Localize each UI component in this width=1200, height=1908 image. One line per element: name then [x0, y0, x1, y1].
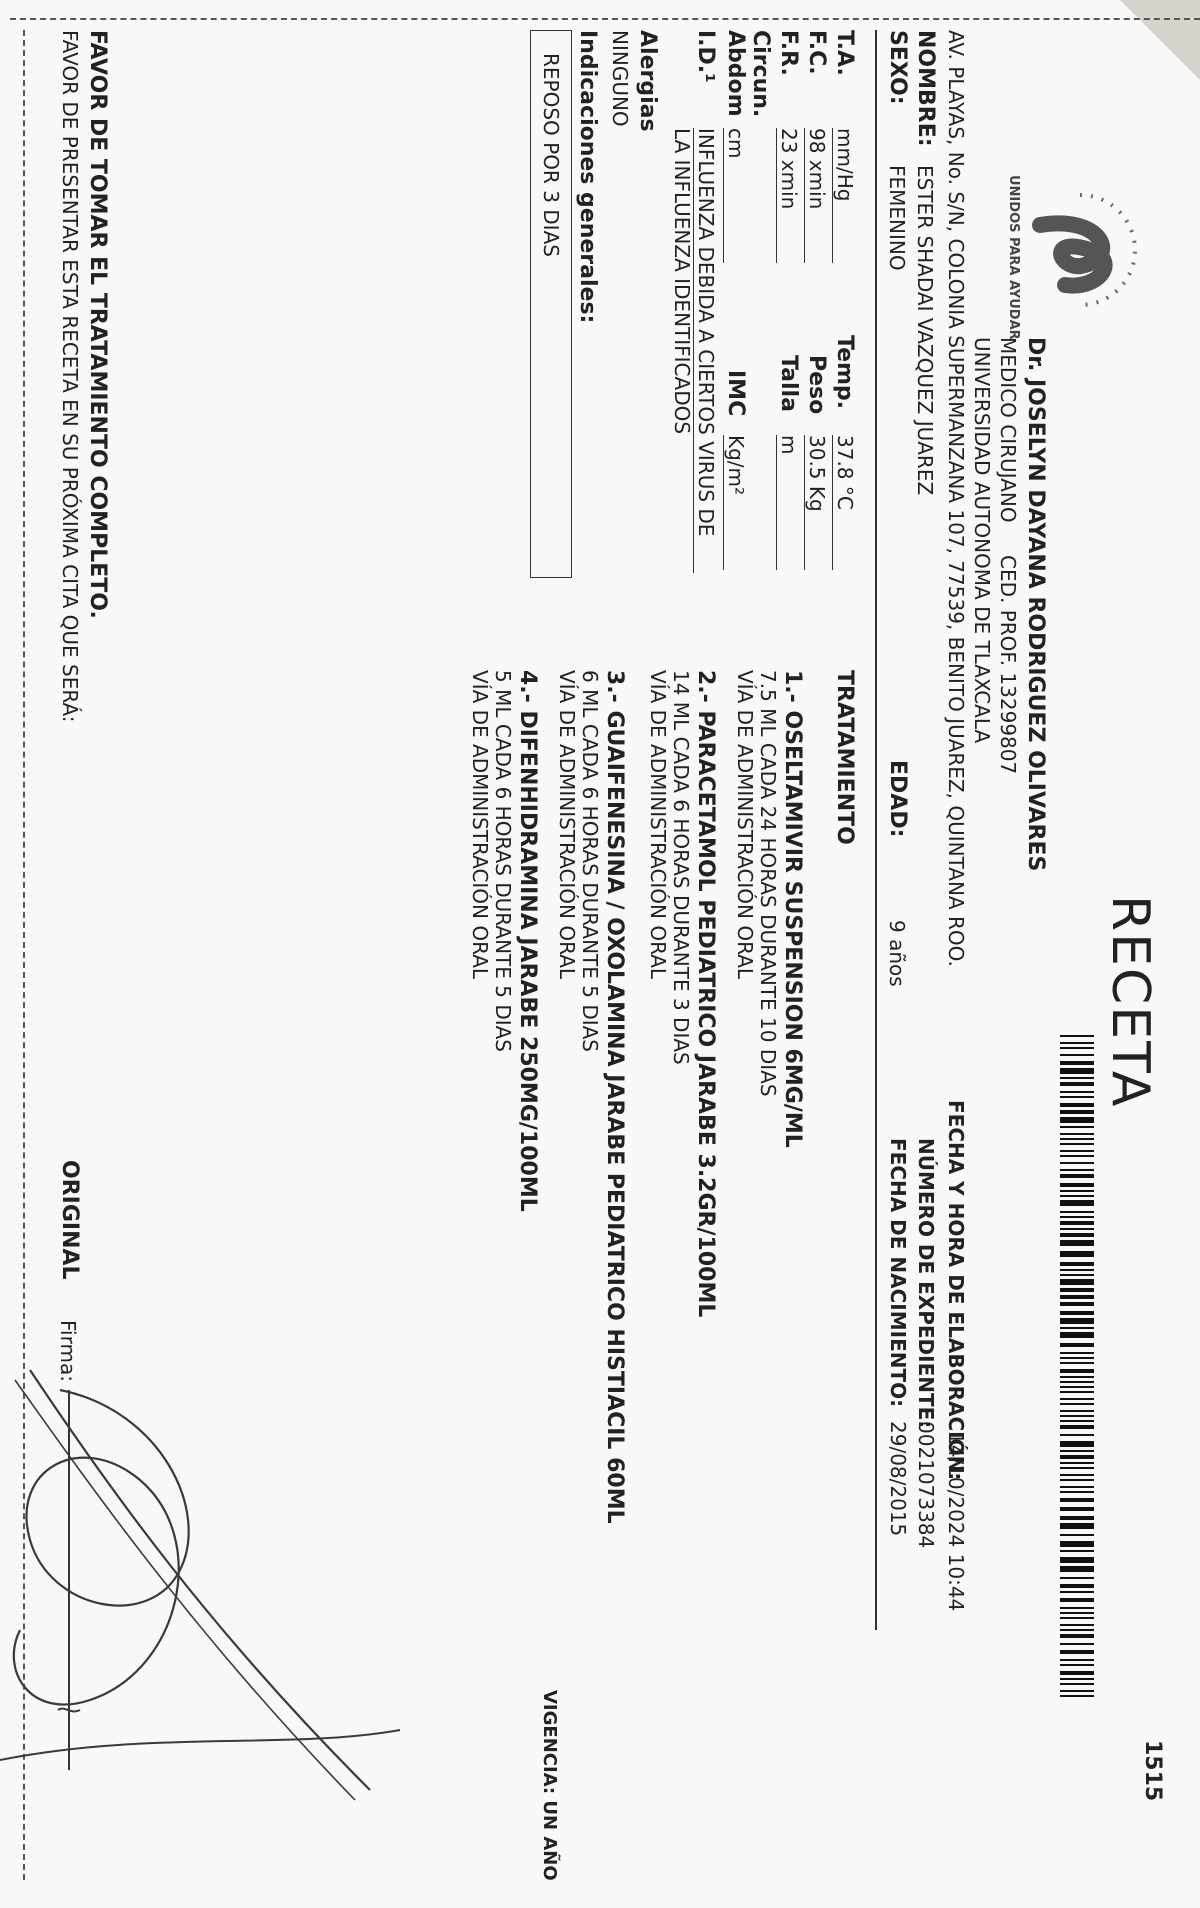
barcode-bar [1060, 1054, 1094, 1056]
barcode-bar [1060, 1434, 1094, 1436]
barcode-bar [1060, 1143, 1094, 1145]
treatment-route: VÍA DE ADMINISTRACIÓN ORAL [555, 670, 579, 980]
barcode-bar [1060, 1091, 1094, 1093]
clinic-logo [1000, 155, 1160, 340]
signature-scribble [0, 1370, 410, 1820]
barcode-bar [1060, 1425, 1094, 1429]
abdom-unit: cm [724, 128, 748, 159]
barcode-bar [1060, 1491, 1094, 1493]
barcode-bar [1060, 1566, 1094, 1572]
talla-field [776, 435, 801, 570]
barcode-bar [1060, 1103, 1094, 1107]
barcode-bar [1060, 1174, 1094, 1178]
treatment-dose: 6 ML CADA 6 HORAS DURANTE 5 DIAS [578, 670, 602, 1052]
barcode-bar [1060, 1467, 1094, 1469]
folio-number: 1515 [1140, 1740, 1165, 1802]
barcode-bar [1060, 1302, 1094, 1306]
diagnosis-line-1: INFLUENZA DEBIDA A CIERTOS VIRUS DE [693, 128, 718, 573]
barcode-bar [1060, 1274, 1094, 1276]
barcode-bar [1060, 1479, 1094, 1481]
barcode-bar [1060, 1068, 1094, 1074]
barcode-bar [1060, 1659, 1094, 1661]
barcode-bar [1060, 1455, 1094, 1459]
barcode-bar [1060, 1117, 1094, 1123]
barcode-bar [1060, 1584, 1094, 1588]
fecha-label: FECHA Y HORA DE ELABORACIÓN: [944, 1100, 968, 1481]
barcode-bar [1060, 1327, 1094, 1329]
doctor-cedula: CED. PROF. 13299807 [996, 555, 1020, 775]
barcode-bar [1060, 1357, 1094, 1359]
nacimiento-value: 29/08/2015 [886, 1421, 910, 1537]
barcode-bar [1060, 1216, 1094, 1218]
barcode-bar [1060, 1415, 1094, 1417]
barcode-bar [1060, 1617, 1094, 1619]
peso-label: Peso [804, 355, 829, 415]
imc-field [723, 435, 748, 570]
barcode-bar [1060, 1624, 1094, 1626]
barcode-bar [1060, 1671, 1094, 1675]
barcode-bar [1060, 1486, 1094, 1488]
fr-label: F.R. [776, 30, 801, 76]
barcode-bar [1060, 1332, 1094, 1338]
barcode-bar [1060, 1155, 1094, 1157]
temp-field [832, 435, 857, 570]
barcode-bar [1060, 1195, 1094, 1197]
barcode-bar [1060, 1211, 1094, 1213]
barcode-bar [1060, 1042, 1094, 1044]
fc-value: 98 xmin [805, 128, 829, 210]
barcode-bar [1060, 1262, 1094, 1266]
abdom-label: Abdom [723, 30, 748, 117]
treatment-route: VÍA DE ADMINISTRACIÓN ORAL [733, 670, 757, 980]
logo-arc-text: UNIDOS PARA AYUDAR [1006, 175, 1021, 340]
treatment-dose: 7.5 ML CADA 24 HORAS DURANTE 10 DIAS [756, 670, 780, 1097]
doctor-address: AV. PLAYAS, No. S/N, COLONIA SUPERMANZANA 107, 77539, BENITO JUAREZ, QUINTANA ROO. [944, 30, 968, 967]
barcode-bar [1060, 1352, 1094, 1354]
barcode-bar [1060, 1047, 1094, 1049]
barcode-bar [1060, 1441, 1094, 1447]
barcode-bar [1060, 1598, 1094, 1602]
barcode-bar [1060, 1077, 1094, 1079]
edad-value: 9 años [885, 920, 909, 987]
barcode-bar [1060, 1138, 1094, 1140]
peso-field [804, 435, 829, 570]
fecha-value: 14/10/2024 10:44 [944, 1432, 968, 1612]
barcode-bar [1060, 1498, 1094, 1502]
barcode-bar [1060, 1403, 1094, 1405]
barcode-bar [1060, 1420, 1094, 1422]
barcode-bar [1060, 1643, 1094, 1645]
barcode-bar [1060, 1634, 1094, 1638]
temp-label: Temp. [832, 335, 857, 410]
talla-label: Talla [776, 355, 801, 412]
barcode-bar [1060, 1362, 1094, 1364]
barcode-bar [1060, 1410, 1094, 1412]
barcode-bar [1060, 1110, 1094, 1114]
barcode-bar [1060, 1678, 1094, 1680]
indicaciones-label: Indicaciones generales: [575, 30, 600, 324]
barcode-bar [1060, 1061, 1094, 1065]
fr-field [776, 128, 801, 263]
footer-note-next-visit: FAVOR DE PRESENTAR ESTA RECETA EN SU PRÓXIMA CITA QUE SERÁ: [58, 30, 82, 723]
barcode-bar [1060, 1534, 1094, 1536]
circun-label: Circun. [748, 30, 773, 118]
barcode-bar [1060, 1398, 1094, 1400]
allergies-value: NINGUNO [608, 30, 632, 127]
treatment-title: 3.- GUAIFENESINA / OXOLAMINA JARABE PEDIATRICO HISTIACIL 60ML [602, 670, 627, 1524]
imc-label: IMC [723, 370, 748, 417]
barcode-bar [1060, 1541, 1094, 1547]
barcode-bar [1060, 1577, 1094, 1579]
abdom-field [723, 128, 748, 263]
treatment-route: VÍA DE ADMINISTRACIÓN ORAL [646, 670, 670, 980]
barcode-bar [1060, 1450, 1094, 1452]
indicaciones-box [530, 30, 572, 578]
barcode-bar [1060, 1523, 1094, 1529]
barcode-bar [1060, 1082, 1094, 1086]
barcode-bar [1060, 1096, 1094, 1098]
treatment-title: 4.- DIFENHIDRAMINA JARABE 250MG/100ML [515, 670, 540, 1212]
nombre-label: NOMBRE: [913, 30, 938, 147]
treatment-dose: 5 ML CADA 6 HORAS DURANTE 5 DIAS [491, 670, 515, 1052]
barcode-bar [1060, 1516, 1094, 1520]
barcode-bar [1060, 1695, 1094, 1697]
barcode-bar [1060, 1233, 1094, 1237]
barcode-bar [1060, 1169, 1094, 1171]
doctor-specialty: MEDICO CIRUJANO [996, 337, 1020, 523]
doctor-name: Dr. JOSELYN DAYANA RODRIGUEZ OLIVARES [1023, 337, 1048, 872]
barcode-bar [1060, 1690, 1094, 1692]
barcode-bar [1060, 1650, 1094, 1654]
barcode-bar [1060, 1162, 1094, 1164]
barcode-bar [1060, 1612, 1094, 1614]
firma-label: Firma: [56, 1320, 80, 1382]
barcode-bar [1060, 1228, 1094, 1230]
barcode-bar [1060, 1664, 1094, 1666]
fc-field [804, 128, 829, 263]
barcode-bar [1060, 1343, 1094, 1347]
barcode-bar [1060, 1295, 1094, 1299]
barcode-bar [1060, 1288, 1094, 1292]
allergies-label: Alergias [635, 30, 660, 132]
barcode-bar [1060, 1035, 1094, 1037]
barcode-bar [1060, 1190, 1094, 1192]
barcode-bar [1060, 1474, 1094, 1476]
original-label: ORIGINAL [57, 1160, 82, 1280]
sexo-label: SEXO: [885, 30, 910, 105]
expediente-label: NÚMERO DE EXPEDIENTE: [914, 1138, 938, 1429]
barcode-bar [1060, 1607, 1094, 1609]
barcode-bar [1060, 1550, 1094, 1552]
treatment-title: 2.- PARACETAMOL PEDIATRICO JARABE 3.2GR/100ML [693, 670, 718, 1318]
barcode-bar [1060, 1386, 1094, 1388]
fr-value: 23 xmin [777, 128, 801, 210]
imc-unit: Kg/m² [724, 435, 748, 496]
barcode-bar [1060, 1183, 1094, 1187]
section-divider [876, 30, 878, 1630]
barcode-bar [1060, 1200, 1094, 1206]
nombre-value: ESTER SHADAI VAZQUEZ JUAREZ [913, 165, 937, 496]
barcode-bar [1060, 1126, 1094, 1128]
barcode-bar [1060, 1269, 1094, 1271]
page-title: RECETA [1100, 895, 1160, 1109]
footer-note-complete: FAVOR DE TOMAR EL TRATAMIENTO COMPLETO. [85, 30, 110, 619]
edad-label: EDAD: [885, 760, 910, 838]
barcode-bar [1060, 1557, 1094, 1563]
expediente-value: 0021073384 [914, 1421, 938, 1549]
barcode-bar [1060, 1462, 1094, 1464]
barcode-bar [1060, 1376, 1094, 1378]
doctor-university: UNIVERSIDAD AUTONOMA DE TLAXCALA [970, 337, 994, 744]
vigencia-label: VIGENCIA: UN AÑO [539, 1690, 560, 1881]
barcode-bar [1060, 1683, 1094, 1685]
indicaciones-value: REPOSO POR 3 DIAS [539, 53, 563, 257]
tratamiento-label: TRATAMIENTO [832, 670, 857, 845]
barcode-bar [1060, 1133, 1094, 1135]
barcode-bar [1060, 1150, 1094, 1152]
ta-field [832, 128, 857, 263]
barcode-bar [1060, 1221, 1094, 1225]
barcode-bar [1060, 1279, 1094, 1285]
treatment-route: VÍA DE ADMINISTRACIÓN ORAL [468, 670, 492, 980]
barcode-bar [1060, 1381, 1094, 1383]
barcode [1060, 1035, 1094, 1705]
barcode-bar [1060, 1391, 1094, 1393]
talla-unit: m [777, 435, 801, 455]
barcode-bar [1060, 1311, 1094, 1315]
diagnosis-line-2: LA INFLUENZA IDENTIFICADOS [670, 128, 694, 435]
peso-value: 30.5 Kg [805, 435, 829, 512]
barcode-bar [1060, 1318, 1094, 1324]
barcode-bar [1060, 1240, 1094, 1246]
diagnosis-label: I.D.¹ [693, 30, 718, 83]
barcode-bar [1060, 1251, 1094, 1257]
fc-label: F.C. [804, 30, 829, 75]
treatment-title: 1.- OSELTAMIVIR SUSPENSION 6MG/ML [780, 670, 805, 1148]
barcode-bar [1060, 1507, 1094, 1511]
sexo-value: FEMENINO [885, 165, 909, 271]
barcode-bar [1060, 1629, 1094, 1631]
ta-unit: mm/Hg [833, 128, 857, 202]
barcode-bar [1060, 1369, 1094, 1373]
temp-value: 37.8 °C [833, 435, 857, 510]
cut-line-left [10, 18, 1200, 20]
ta-label: T.A. [832, 30, 857, 76]
barcode-bar [1060, 1591, 1094, 1593]
nacimiento-label: FECHA DE NACIMIENTO: [886, 1138, 910, 1408]
treatment-dose: 14 ML CADA 6 HORAS DURANTE 3 DIAS [669, 670, 693, 1065]
